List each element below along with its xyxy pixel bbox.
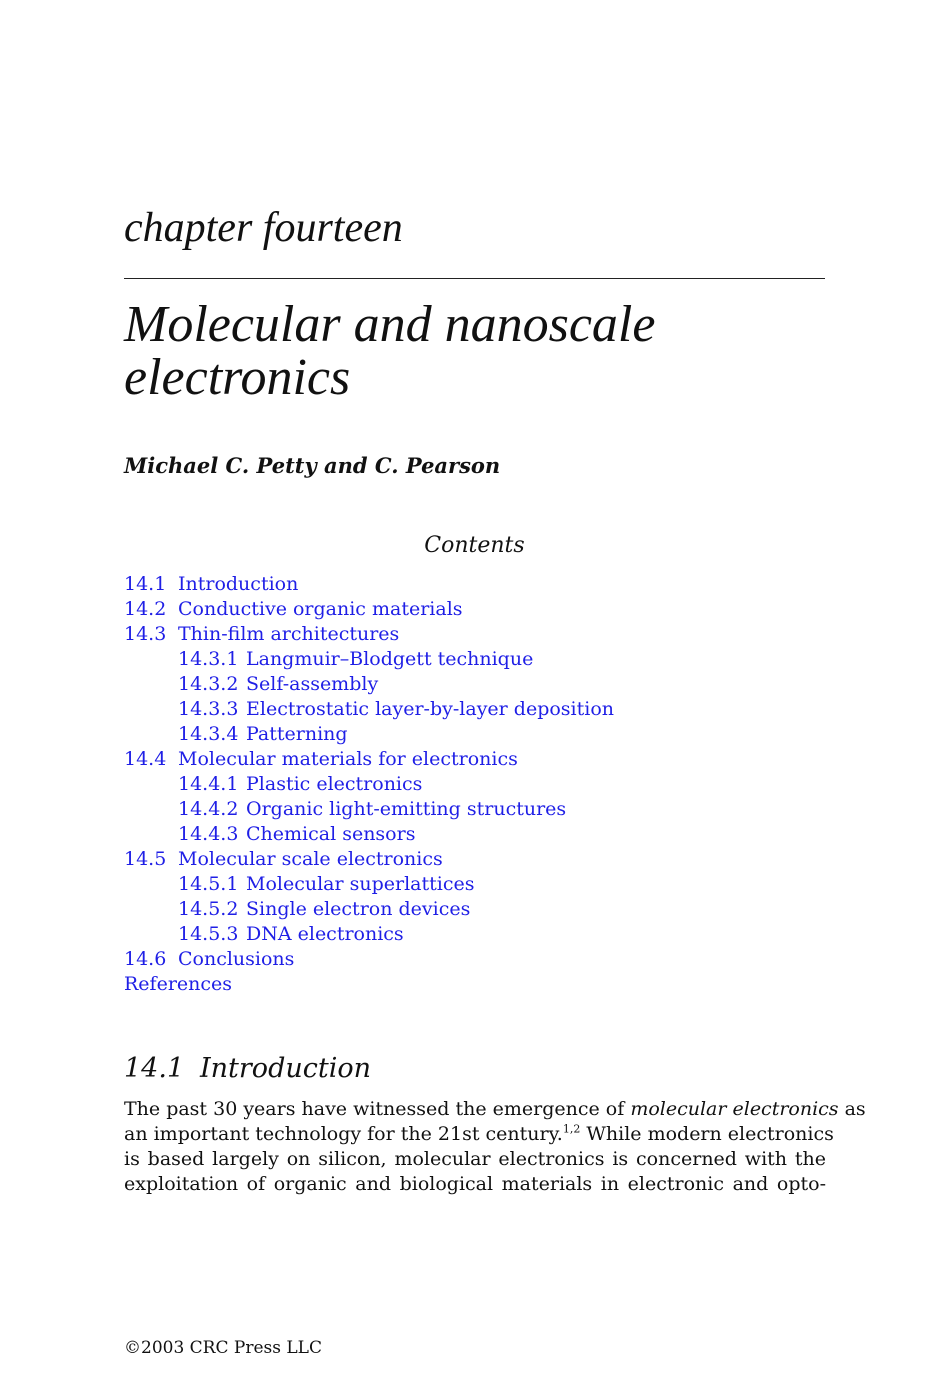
toc-entry-number: 14.4.3: [178, 823, 239, 845]
toc-entry[interactable]: [124, 947, 825, 972]
toc-entry-title: References: [124, 973, 233, 995]
toc-entry-number: 14.2: [124, 598, 167, 620]
toc-entry-number: 14.4.2: [178, 798, 239, 820]
toc-entry-title: Introduction: [178, 573, 299, 595]
toc-entry[interactable]: [124, 897, 825, 922]
toc-entry[interactable]: [124, 572, 825, 597]
toc-entry-title: Molecular superlattices: [246, 873, 475, 895]
toc-entry-title: Patterning: [246, 723, 348, 745]
paragraph-line: [124, 1122, 834, 1147]
toc-entry-title: Electrostatic layer-by-layer deposition: [246, 698, 615, 720]
toc-entry-number: 14.5.1: [178, 873, 239, 895]
toc-entry[interactable]: [124, 722, 825, 747]
chapter-authors: Michael C. Petty and C. Pearson: [124, 453, 501, 478]
text-run: The past 30 years have witnessed the emergence of: [124, 1098, 631, 1120]
paragraph-line: is based largely on silicon, molecular electronics is concerned with the: [124, 1148, 826, 1170]
toc-entry[interactable]: [124, 597, 825, 622]
toc-entry-title: Chemical sensors: [246, 823, 416, 845]
toc-entry-number: 14.3.1: [178, 648, 239, 670]
toc-entry[interactable]: [124, 672, 825, 697]
toc-entry[interactable]: [124, 647, 825, 672]
paragraph-line: exploitation of organic and biological materials in electronic and opto-: [124, 1173, 826, 1195]
toc-entry[interactable]: [124, 697, 825, 722]
intro-paragraph: [124, 1097, 866, 1197]
toc-entry[interactable]: [124, 972, 825, 997]
contents-heading: Contents: [424, 533, 525, 558]
toc-entry-number: 14.3.3: [178, 698, 239, 720]
emphasis-term: molecular electronics: [630, 1098, 839, 1120]
toc-entry-number: 14.4: [124, 748, 167, 770]
toc-entry-number: 14.3.4: [178, 723, 239, 745]
toc-entry[interactable]: [124, 797, 825, 822]
toc-entry-title: Self-assembly: [246, 673, 379, 695]
text-run: as: [838, 1098, 866, 1120]
toc-entry-title: Organic light-emitting structures: [246, 798, 567, 820]
toc-entry-title: Molecular materials for electronics: [178, 748, 518, 770]
toc-entry[interactable]: [124, 772, 825, 797]
toc-entry-title: Thin-film architectures: [178, 623, 400, 645]
toc-entry-number: 14.4.1: [178, 773, 239, 795]
paragraph-line: [124, 1097, 866, 1122]
text-run: an important technology for the 21st century.: [124, 1123, 563, 1145]
title-divider: [124, 278, 825, 279]
toc-entry-number: 14.5: [124, 848, 167, 870]
citation-superscript[interactable]: 1,2: [562, 1122, 581, 1136]
text-run: While modern electronics: [580, 1123, 834, 1145]
toc-entry-title: Plastic electronics: [246, 773, 423, 795]
section-number: 14.1: [124, 1053, 185, 1084]
toc-entry-number: 14.5.3: [178, 923, 239, 945]
toc-entry[interactable]: [124, 622, 825, 647]
toc-entry[interactable]: [124, 922, 825, 947]
section-heading: [124, 1052, 371, 1086]
toc-entry[interactable]: [124, 822, 825, 847]
toc-entry-title: Molecular scale electronics: [178, 848, 443, 870]
toc-entry-title: DNA electronics: [246, 923, 404, 945]
copyright-notice: ©2003 CRC Press LLC: [124, 1338, 322, 1358]
section-title: Introduction: [200, 1053, 371, 1084]
toc-entry[interactable]: [124, 747, 825, 772]
toc-entry-title: Conclusions: [178, 948, 295, 970]
toc-entry-title: Conductive organic materials: [178, 598, 463, 620]
chapter-label: chapter fourteen: [124, 205, 403, 251]
toc-entry[interactable]: [124, 847, 825, 872]
toc-entry-number: 14.1: [124, 573, 167, 595]
toc-entry-number: 14.3.2: [178, 673, 239, 695]
toc-entry-number: 14.6: [124, 948, 167, 970]
toc-entry-title: Langmuir–Blodgett technique: [246, 648, 534, 670]
table-of-contents: [124, 572, 825, 997]
toc-entry-number: 14.5.2: [178, 898, 239, 920]
toc-entry-number: 14.3: [124, 623, 167, 645]
chapter-title: Molecular and nanoscale electronics: [124, 296, 656, 406]
toc-entry[interactable]: [124, 872, 825, 897]
toc-entry-title: Single electron devices: [246, 898, 471, 920]
